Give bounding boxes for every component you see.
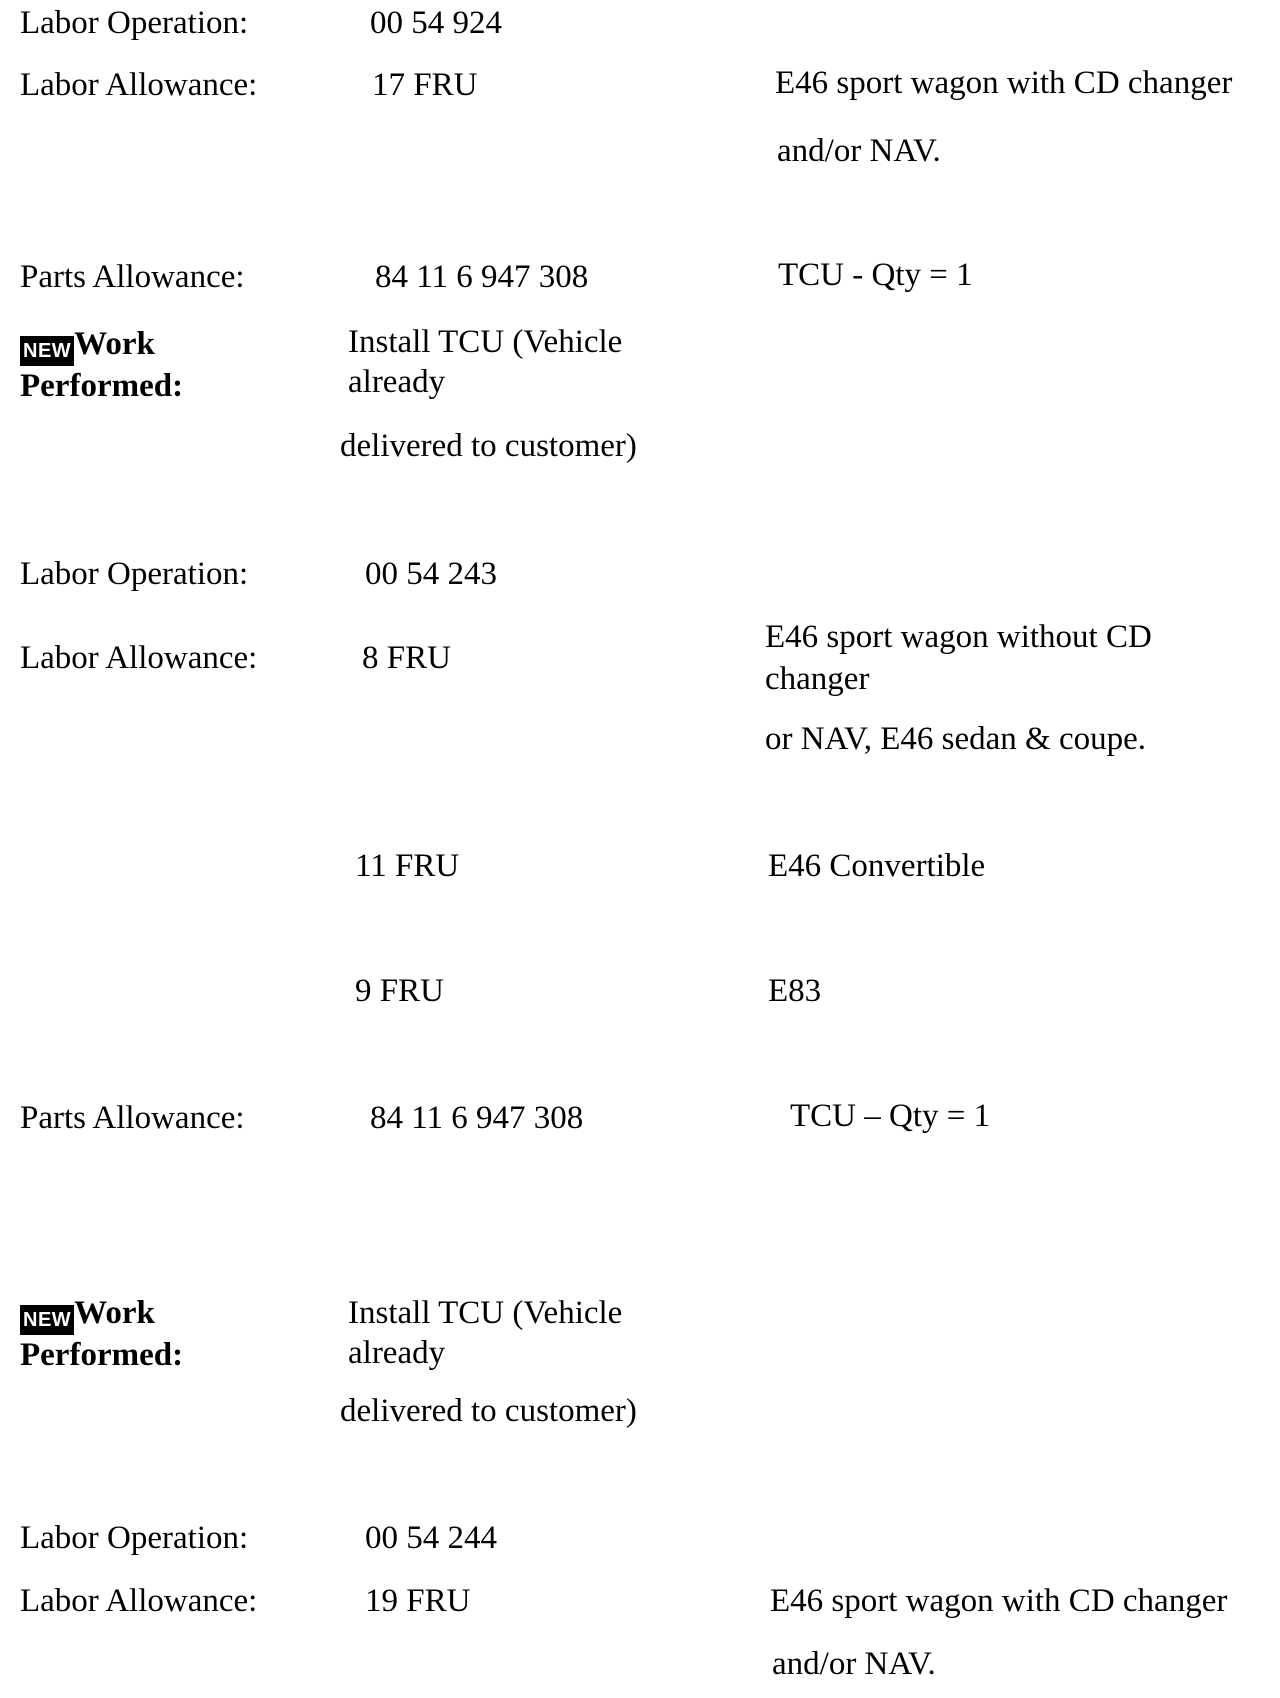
work-performed-label-2	[20, 1293, 183, 1375]
labor-allowance-alt2-note: E83	[768, 973, 822, 1009]
parts-allowance-value-1: 84 11 6 947 308	[375, 259, 589, 295]
labor-allowance-alt1-note: E46 Convertible	[768, 848, 986, 884]
labor-allowance-note-2	[765, 616, 1152, 700]
parts-allowance-note-2: TCU – Qty = 1	[790, 1098, 991, 1134]
parts-allowance-note-1: TCU - Qty = 1	[778, 257, 973, 293]
labor-operation-value-1: 00 54 924	[370, 5, 502, 41]
labor-operation-value-3: 00 54 244	[365, 1520, 497, 1556]
parts-allowance-label-2: Parts Allowance:	[20, 1100, 245, 1136]
labor-operation-label-2: Labor Operation:	[20, 556, 249, 592]
work-performed-value-1-line2: already	[348, 364, 446, 400]
work-performed-value-1	[348, 322, 622, 402]
work-performed-label-1-line1	[20, 324, 183, 366]
work-performed-label-1-line2: Performed:	[20, 368, 184, 404]
labor-allowance-note-2-line2: changer	[765, 661, 870, 697]
work-performed-value-2	[348, 1293, 622, 1373]
labor-allowance-note-2-line3: or NAV, E46 sedan & coupe.	[765, 721, 1146, 757]
labor-allowance-label-2: Labor Allowance:	[20, 640, 258, 676]
new-badge-icon: NEW	[20, 336, 74, 366]
labor-allowance-label-1: Labor Allowance:	[20, 67, 258, 103]
labor-allowance-note-3-line1: E46 sport wagon with CD changer	[770, 1583, 1228, 1619]
work-performed-value-1-line3: delivered to customer)	[340, 428, 637, 464]
work-performed-value-2-line1: Install TCU (Vehicle	[348, 1295, 623, 1331]
work-performed-word: Work	[74, 326, 155, 362]
labor-allowance-value-3: 19 FRU	[365, 1583, 471, 1619]
new-badge-icon: NEW	[20, 1305, 74, 1335]
work-performed-word: Work	[74, 1295, 155, 1331]
parts-allowance-value-2: 84 11 6 947 308	[370, 1100, 584, 1136]
labor-allowance-alt1-value: 11 FRU	[355, 848, 460, 884]
work-performed-label-1	[20, 324, 183, 406]
work-performed-value-2-line3: delivered to customer)	[340, 1393, 637, 1429]
parts-allowance-label-1: Parts Allowance:	[20, 259, 245, 295]
labor-allowance-note-1-line2: and/or NAV.	[777, 133, 941, 169]
labor-operation-value-2: 00 54 243	[365, 556, 497, 592]
labor-allowance-note-2-line1: E46 sport wagon without CD	[765, 619, 1152, 655]
labor-allowance-note-3-line2: and/or NAV.	[772, 1646, 936, 1682]
work-performed-value-1-line1: Install TCU (Vehicle	[348, 324, 623, 360]
labor-allowance-note-1-line1: E46 sport wagon with CD changer	[775, 65, 1233, 101]
work-performed-value-2-line2: already	[348, 1335, 446, 1371]
labor-operation-label-3: Labor Operation:	[20, 1520, 249, 1556]
labor-allowance-value-2: 8 FRU	[362, 640, 451, 676]
work-performed-label-2-line2: Performed:	[20, 1337, 184, 1373]
labor-allowance-value-1: 17 FRU	[372, 67, 478, 103]
labor-allowance-label-3: Labor Allowance:	[20, 1583, 258, 1619]
labor-allowance-alt2-value: 9 FRU	[355, 973, 444, 1009]
labor-operation-label-1: Labor Operation:	[20, 5, 249, 41]
work-performed-label-2-line1	[20, 1293, 183, 1335]
